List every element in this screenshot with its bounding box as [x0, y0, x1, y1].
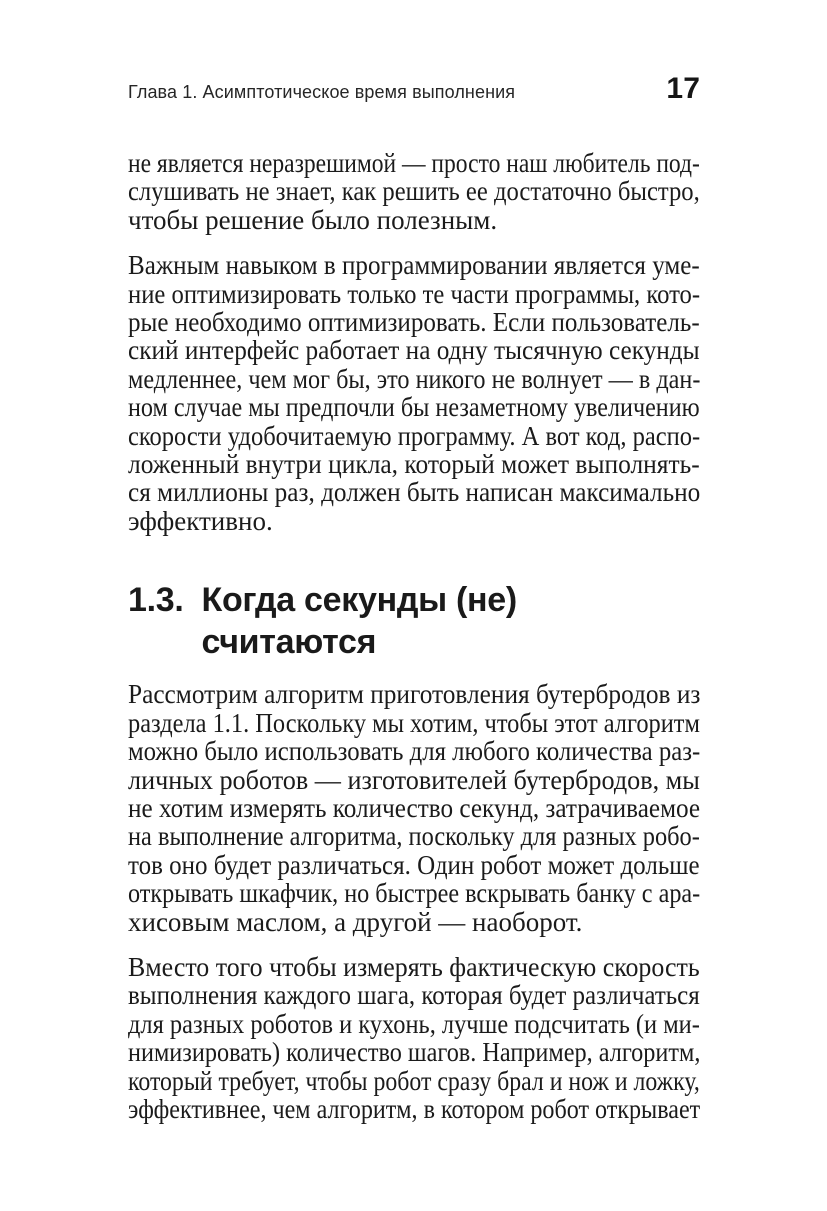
- text-line: нимизировать) количество шагов. Например, алгоритм,: [128, 1037, 701, 1068]
- text-line: ние оптимизировать только те части программы, кото-: [128, 278, 701, 309]
- text-line: раздела 1.1. Поскольку мы хотим, чтобы этот алгоритм: [128, 707, 700, 738]
- text-line: чтобы решение было полезным.: [128, 204, 498, 235]
- text-line: можно было использовать для любого количества раз-: [128, 736, 701, 767]
- text-line: слушивать не знает, как решить ее достаточно быстро,: [128, 176, 700, 207]
- text-line: ном случае мы предпочли бы незаметному увеличению: [128, 392, 700, 423]
- text-line: медленнее, чем мог бы, это никого не волнует — в дан-: [128, 363, 701, 394]
- running-title: Глава 1. Асимптотическое время выполнения: [128, 82, 516, 102]
- paragraph: [128, 680, 700, 936]
- text-line: рые необходимо оптимизировать. Если пользователь-: [128, 307, 700, 338]
- text-line: не хотим измерять количество секунд, затрачиваемое: [128, 792, 701, 823]
- text-line: скорости удобочитаемую программу. А вот код, распо-: [128, 420, 701, 451]
- text-line: ся миллионы раз, должен быть написан максимально: [128, 477, 701, 508]
- text-line: эффективно.: [128, 505, 273, 536]
- text-line: личных роботов — изготовителей бутербродов, мы: [128, 764, 700, 795]
- page-number: 17: [666, 72, 700, 105]
- text-line: Вместо того чтобы измерять фактическую скорость: [128, 951, 700, 982]
- text-line: который требует, чтобы робот сразу брал и нож и ложку,: [128, 1065, 700, 1096]
- text-line: хисовым маслом, а другой — наоборот.: [128, 906, 583, 937]
- text-line: ложенный внутри цикла, который может выполнять-: [128, 449, 700, 480]
- text-line: Важным навыком в программировании является уме-: [128, 250, 700, 281]
- section-number: 1.3.: [128, 581, 184, 620]
- text-line: ский интерфейс работает на одну тысячную секунды: [128, 335, 700, 366]
- text-line: на выполнение алгоритма, поскольку для разных робо-: [128, 821, 700, 852]
- text-line: не является неразрешимой — просто наш любитель под-: [128, 148, 700, 178]
- page-body: [128, 149, 700, 1123]
- text-line: тов оно будет различаться. Один робот может дольше: [128, 849, 700, 880]
- paragraph: [128, 149, 700, 234]
- section-heading: [128, 579, 700, 663]
- text-line: выполнения каждого шага, которая будет различаться: [128, 980, 700, 1011]
- page-header: [128, 72, 700, 105]
- text-line: Рассмотрим алгоритм приготовления бутербродов из: [128, 679, 701, 710]
- text-line: эффективнее, чем алгоритм, в котором робот открывает: [128, 1093, 701, 1124]
- paragraph: [128, 251, 700, 535]
- text-line: для разных роботов и кухонь, лучше подсчитать (и ми-: [128, 1008, 700, 1039]
- section-title: Когда секунды (не) считаются: [201, 581, 517, 662]
- paragraph: [128, 953, 700, 1123]
- text-line: открывать шкафчик, но быстрее вскрывать банку с ара-: [128, 878, 701, 909]
